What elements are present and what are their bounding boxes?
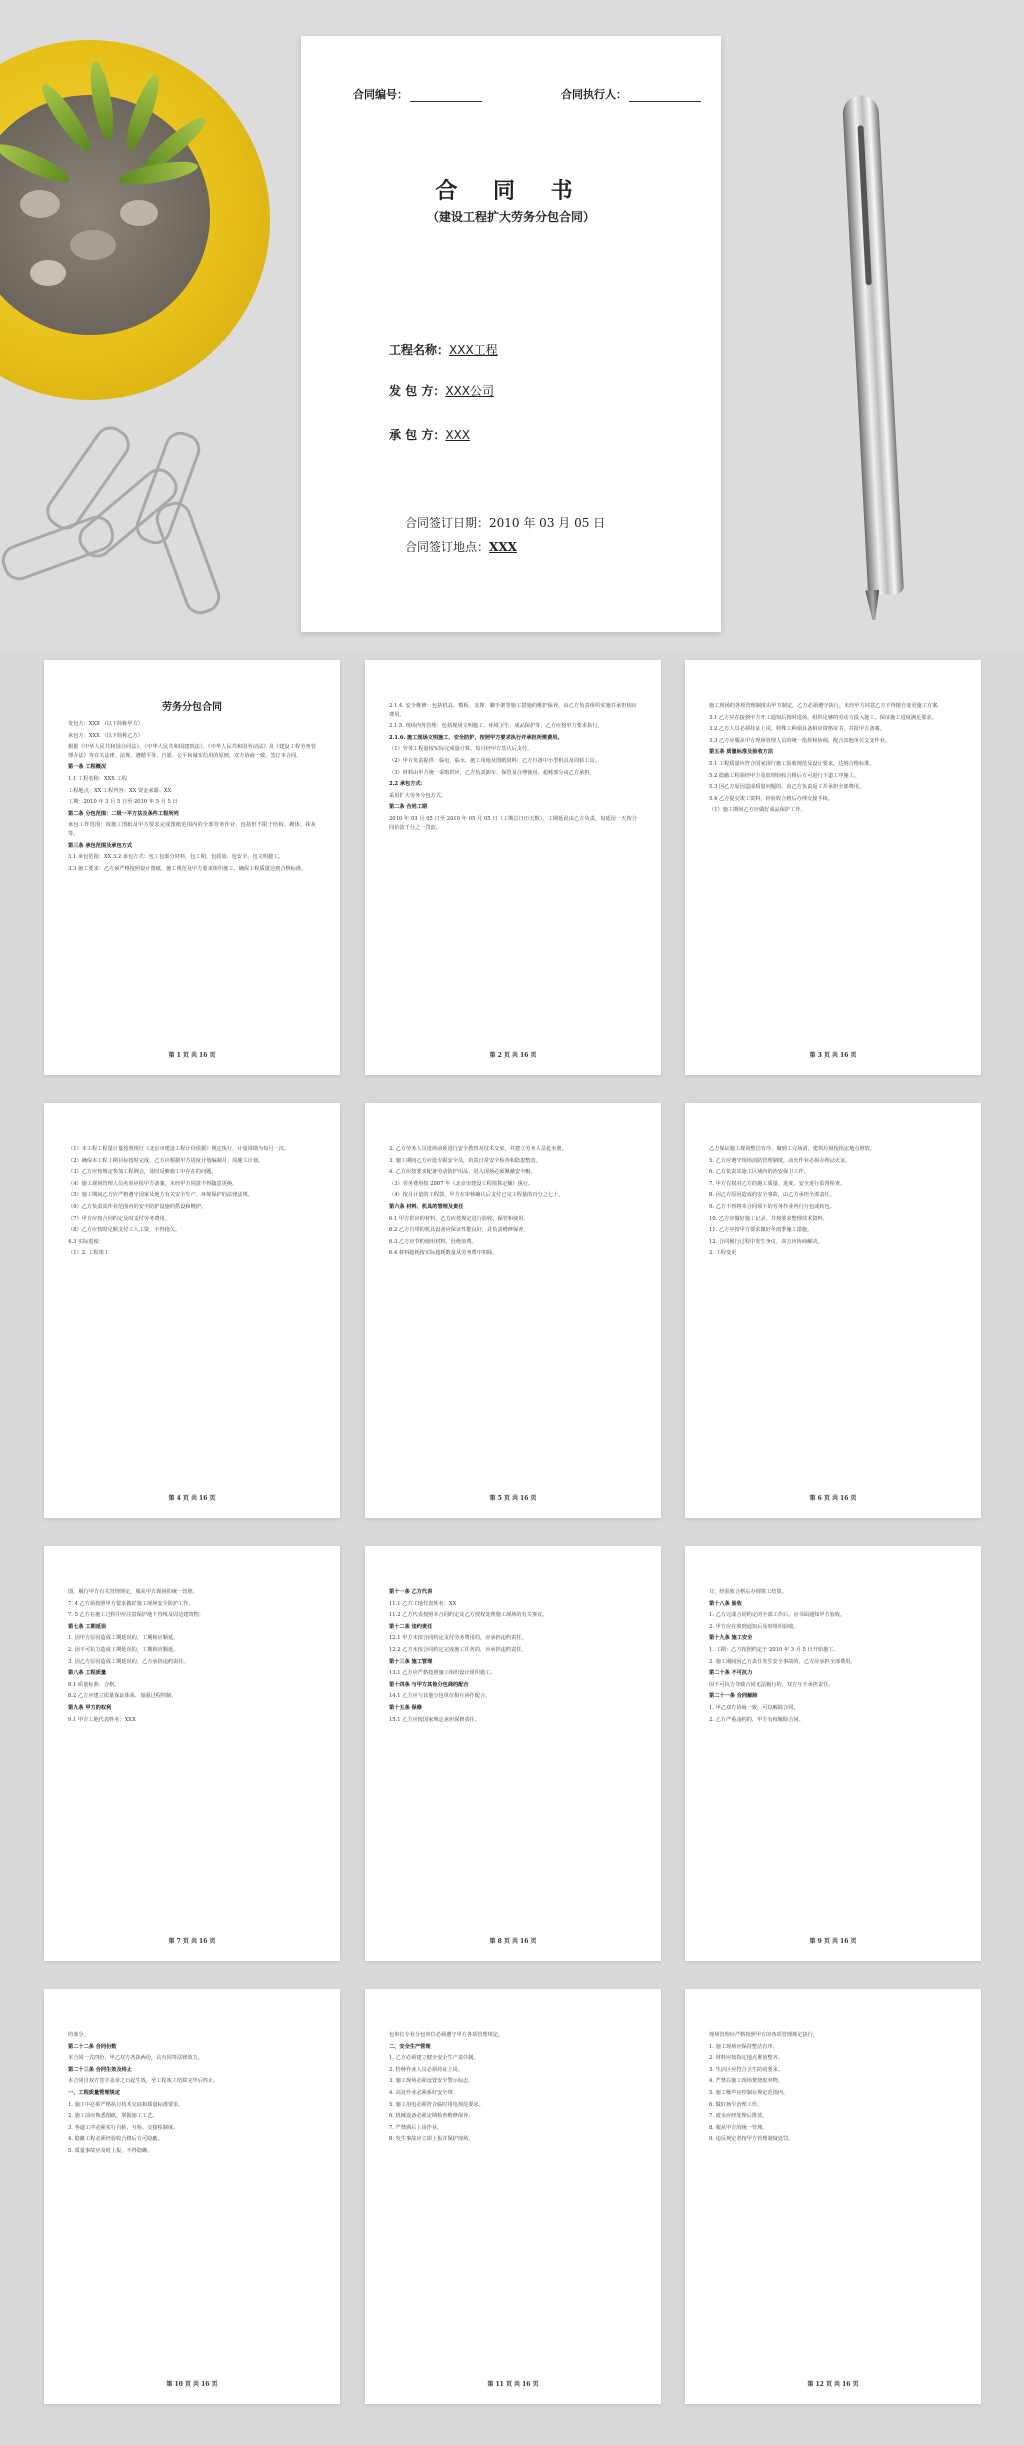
- paragraph: 6.1 甲方供应的材料，乙方应按规定进行验收、保管和使用。: [389, 1215, 529, 1222]
- section-heading: 二、安全生产管理: [389, 2043, 431, 2050]
- paragraph: 9. 乙方不得将本合同项下的劳务作业再行分包或转包。: [709, 1203, 835, 1210]
- page-body: [68, 1588, 316, 1927]
- contract-page: [44, 1546, 340, 1961]
- paragraph: 6.4 材料超耗按实际超耗数量从劳务费中扣除。: [389, 1250, 498, 1257]
- page-number: 第 7 页 共 16 页: [168, 1938, 216, 1945]
- paragraph: 2. 因不可抗力造成工期延误的，工期相应顺延。: [68, 1646, 179, 1653]
- paragraph: 包单位专业分包单位必须遵守甲方各项管理规定。: [389, 2032, 504, 2038]
- paragraph: 4.3 实际进度：: [68, 1238, 104, 1245]
- paragraph: 2. 施工前应熟悉图纸，掌握施工工艺。: [68, 2113, 158, 2120]
- section-heading: 第七条 工期延误: [68, 1623, 107, 1630]
- section-heading: 第一条 工程概况: [68, 764, 107, 771]
- page-body: [389, 1145, 637, 1484]
- paragraph: 3.1 乙方应在接到甲方开工通知后按时进场，组织足够的劳动力投入施工，保证施工进度满足要求。: [709, 714, 937, 721]
- paragraph: 施工现场的各项管理制度由甲方制定，乙方必须遵守执行。未经甲方同意乙方不得擅自变更施工方案。: [709, 703, 943, 709]
- paragraph: 2010 年 03 月 05 日至 2010 年 05 月 05 日（工期总日历天数）。工期延误由乙方负责，每延误一天按合同价款千分之一罚款。: [389, 815, 637, 831]
- section-heading: 第十五条 保修: [389, 1704, 422, 1711]
- paragraph: 2. 特种作业人员必须持证上岗。: [389, 2066, 464, 2073]
- paragraph: 2. 乙方严重违约的，甲方有权解除合同。: [709, 1716, 804, 1723]
- paragraph: 3. 施工期间乙方应设专职安全员，负责日常安全检查和隐患整改。: [389, 1157, 541, 1164]
- contract-page: [44, 660, 340, 1075]
- page-body: [389, 702, 637, 1041]
- paragraph: 5.4 乙方提交竣工资料，经验收合格后办理交接手续。: [709, 795, 834, 802]
- paragraph: （1）施工期间乙方应做好成品保护工作。: [709, 807, 806, 814]
- paragraph: 5.1 工程质量应符合国家现行施工验收规范及设计要求，达到合格标准。: [709, 760, 875, 767]
- contract-cover-page: [301, 36, 721, 632]
- page-number: 第 6 页 共 16 页: [809, 1495, 857, 1502]
- paragraph: 3. 生活区应符合卫生防疫要求。: [709, 2066, 784, 2073]
- sign-date-field: 合同签订日期：2010 年 03 月 05 日: [405, 516, 606, 530]
- paragraph: 本合同自双方签字盖章之日起生效，至工程竣工结算完毕后终止。: [68, 2078, 219, 2085]
- paragraph: 11. 乙方应按甲方要求做好冬雨季施工措施。: [709, 1227, 813, 1234]
- contract-page: [365, 1103, 661, 1518]
- paragraph: （3）劳务费用按 2007 年《北京市建设工程预算定额》执行。: [389, 1180, 534, 1187]
- page-body: [389, 1588, 637, 1927]
- stone-decoration: [30, 260, 66, 286]
- section-heading: 第二十一条 合同解除: [709, 1693, 758, 1700]
- paragraph: 8. 服从甲方的统一管理。: [709, 2124, 768, 2131]
- page-body: [709, 2031, 957, 2370]
- paragraph: 的部分。: [68, 2032, 89, 2038]
- paragraph: 6. 乙方负责其施工区域内的治安保卫工作。: [709, 1169, 809, 1176]
- paragraph: 10. 乙方应做好施工记录，并按要求整理技术资料。: [709, 1215, 828, 1222]
- paragraph: 承包工作范围：按施工图纸及甲方要求完成图纸范围内的全部劳务作业，包括但不限于结构、砌体、抹灰等。: [68, 822, 316, 837]
- paragraph: 工期：2010 年 3 月 5 日至 2010 年 5 月 5 日: [68, 799, 178, 806]
- paragraph: 8.1 质量标准：合格。: [68, 1681, 120, 1688]
- paragraph: 因不可抗力导致合同无法履行的，双方互不承担责任。: [709, 1681, 834, 1688]
- cover-title: 合 同 书: [435, 179, 587, 204]
- paragraph: 4. 严禁在施工现场焚烧废弃物。: [709, 2078, 784, 2085]
- sign-place-field: 合同签订地点：XXX: [405, 540, 517, 554]
- page-number: 第 5 页 共 16 页: [489, 1495, 537, 1502]
- section-heading: 第二十条 不可抗力: [709, 1670, 753, 1677]
- page-body: [68, 720, 316, 1041]
- paragraph: 采用扩大劳务分包方式。: [389, 792, 447, 799]
- paragraph: （4）按月计量的工程款，甲方在审核确认后支付已完工程量的百分之七十。: [389, 1192, 564, 1199]
- paragraph: （8）乙方应按时足额支付工人工资，不得拖欠。: [68, 1227, 181, 1234]
- paragraph: 1. 施工中必须严格执行技术交底和质量标准要求。: [68, 2101, 184, 2108]
- paragraph: 5.2 隐蔽工程须经甲方及监理验收合格后方可进行下道工序施工。: [709, 772, 859, 779]
- page-number: 第 10 页 共 16 页: [166, 2381, 218, 2388]
- cover-subtitle: （建设工程扩大劳务分包合同）: [426, 210, 595, 224]
- section-heading: 2.2 承包方式：: [389, 781, 426, 788]
- paragraph: 7. 4 乙方须按照甲方要求做好施工现场安全防护工作。: [68, 1600, 194, 1607]
- paragraph: 1. 施工现场应保持整洁有序。: [709, 2043, 778, 2050]
- paragraph: 乙方保证施工现场整洁有序，做到工完场清，建筑垃圾按指定地点堆放。: [709, 1146, 876, 1152]
- section-heading: 第九条 甲方的权利: [68, 1704, 112, 1711]
- paragraph: 8. 发生事故应立即上报并保护现场。: [389, 2136, 474, 2143]
- section-heading: 第十四条 与甲方其他分包商的配合: [389, 1681, 469, 1688]
- section-heading: 第十三条 施工管理: [389, 1658, 433, 1665]
- paragraph: 6. 做好扬尘治理工作。: [709, 2101, 763, 2108]
- section-heading: 2.1.6. 施工现场文明施工、安全防护，按照甲方要求执行并承担所需费用。: [389, 734, 563, 741]
- page-number: 第 2 页 共 16 页: [489, 1052, 537, 1059]
- paragraph: 1. 工期：乙方按照约定于 2010 年 3 月 5 日开始施工。: [709, 1646, 839, 1653]
- paragraph: 2. 材料应按指定地点堆放整齐。: [709, 2055, 784, 2062]
- paragraph: 2. 乙方劳务人员进场前须进行安全教育及技术交底，并建立劳务人员花名册。: [389, 1146, 567, 1152]
- paragraph: 4. 高处作业必须系好安全带。: [389, 2089, 458, 2096]
- pen-tip-decoration: [865, 590, 881, 621]
- paragraph: 1. 甲乙双方协商一致，可以解除合同。: [709, 1704, 799, 1711]
- contract-page: [685, 1103, 981, 1518]
- paragraph: 1.1 工程名称：XXX 工程: [68, 775, 127, 782]
- paragraph: 7. 废水应经处理后排放。: [709, 2113, 768, 2120]
- paragraph: 15.1 乙方应按国家规定承担保修责任。: [389, 1716, 481, 1723]
- page-body: [68, 2031, 316, 2370]
- paragraph: 12.2 乙方未按合同约定完成施工任务的，应承担违约责任。: [389, 1646, 527, 1653]
- contract-page: [365, 1989, 661, 2404]
- section-heading: 第五条 质量标准及验收方法: [709, 749, 774, 756]
- section-heading: 第十九条 施工安全: [709, 1635, 753, 1642]
- page-number: 第 8 页 共 16 页: [489, 1938, 537, 1945]
- page-number: 第 11 页 共 16 页: [487, 2381, 539, 2388]
- paragraph: 7. 5 乙方在施工过程中应注意保护地下管线及周边建筑物。: [68, 1612, 205, 1619]
- section-heading: 第八条 工程质量: [68, 1670, 107, 1677]
- section-heading: 第二条 分包范围：二级一平方法及条件工程所列: [68, 810, 179, 817]
- paragraph: 9.1 甲方工地代表姓名：XXX: [68, 1716, 136, 1723]
- page-body: [709, 702, 957, 1041]
- paragraph: （1）劳务工程量按实际完成量计算，每月经甲方签认后支付。: [389, 746, 533, 753]
- paragraph: 3.3 施工要求：乙方须严格按照设计图纸、施工规范及甲方要求组织施工，确保工程质量达到合格标准。: [68, 865, 307, 872]
- pen-decoration: [842, 94, 904, 595]
- paragraph: 3.2 乙方人员必须持证上岗，特殊工种须具备相应资格证书，并报甲方备案。: [709, 726, 885, 733]
- paragraph: 1. 乙方完成合同约定的全部工作后，应书面通知甲方验收。: [709, 1612, 846, 1619]
- section-heading: 第六条 材料、机具的管理及责任: [389, 1203, 464, 1210]
- paragraph: 12. 合同履行过程中发生争议，双方应协商解决。: [709, 1238, 823, 1245]
- paragraph: 2. 甲方应在收到通知后及时组织验收。: [709, 1623, 799, 1630]
- issuer-field: 发 包 方：XXX公司: [389, 384, 495, 398]
- paragraph: 4. 隐蔽工程必须经验收合格后方可隐蔽。: [68, 2136, 163, 2143]
- page-body: [389, 2031, 637, 2370]
- paragraph: 3.1 承包范围：XX 3.2 承包方式：包工包部分材料，包工期、包质量、包安全、包文明施工。: [68, 854, 284, 861]
- paragraph: （7）甲方应按合同约定及时支付劳务费用。: [68, 1215, 170, 1222]
- paragraph: 现场管理应严格按照甲方的各项管理规定执行。: [709, 2032, 818, 2038]
- paragraph: （4）施工现场管理人员名单应报甲方备案，未经甲方同意不得随意更换。: [68, 1180, 238, 1187]
- page-number: 第 9 页 共 16 页: [809, 1938, 857, 1945]
- paragraph: 13.1 乙方应严格按照施工组织设计组织施工。: [389, 1670, 496, 1677]
- paragraph: 1. 因甲方原因造成工期延误的，工期相应顺延。: [68, 1635, 179, 1642]
- paragraph: 11.1 乙方工地代表姓名：XX: [389, 1600, 457, 1607]
- section-heading: 第三条 承包范围及承包方式: [68, 842, 133, 849]
- paragraph: 2.1.5. 现场内外管理：包括现场文明施工、环境卫生、成品保护等，乙方应按甲方要求执行。: [389, 723, 603, 730]
- section-heading: 第二十二条 合同份数: [68, 2043, 117, 2050]
- paragraph: 5. 施工噪声应控制在规定范围内。: [709, 2089, 789, 2096]
- section-heading: 第十一条 乙方代表: [389, 1589, 433, 1595]
- page-body: [68, 1145, 316, 1484]
- paragraph: 3.3 乙方应服从甲方现场管理人员的统一指挥和协调，配合其他单位交叉作业。: [709, 737, 891, 744]
- paragraph: 4. 乙方应按要求配备劳动防护用品，进入现场必须佩戴安全帽。: [389, 1169, 536, 1176]
- page-body: [709, 1145, 957, 1484]
- paragraph: 图，履行甲方有关管理规定，服从甲方现场的统一管理。: [68, 1589, 198, 1595]
- paragraph: （6）乙方负责其作业范围内的安全防护设施的搭设和维护。: [68, 1203, 207, 1210]
- paragraph: （3）乙方应按规定参加工程例会，及时反映施工中存在的问题。: [68, 1169, 217, 1176]
- stone-decoration: [70, 230, 116, 260]
- paragraph: （3）材料由甲方统一采购供应，乙方负责卸车、保管及合理使用，超耗部分由乙方承担。: [389, 769, 595, 776]
- paragraph: 11.2 乙方代表按照本合同约定及乙方授权处理施工现场的有关事宜。: [389, 1612, 548, 1619]
- paragraph: （1）本工程工程量计量按照现行《北京市建设工程计价依据》规定执行，计量周期为每月一次。: [68, 1146, 290, 1152]
- page-number: 第 3 页 共 16 页: [809, 1052, 857, 1059]
- paperclip-icon: [151, 497, 225, 618]
- paragraph: 5. 质量事故应及时上报，不得隐瞒。: [68, 2147, 153, 2154]
- paragraph: 5.3 因乙方原因造成质量问题的，由乙方负责返工并承担全部费用。: [709, 784, 865, 791]
- paragraph: （2）确保本工程工期目标按时完成，乙方应根据甲方进度计划编制月、周施工计划。: [68, 1157, 264, 1164]
- paragraph: 日，经验收合格后办理竣工结算。: [709, 1589, 787, 1595]
- section-heading: 第十八条 验收: [709, 1600, 742, 1607]
- contract-page: [44, 1103, 340, 1518]
- paragraph: 6.3 乙方应节约使用材料，杜绝浪费。: [389, 1238, 477, 1245]
- section-heading: 第二十三条 合同生效及终止: [68, 2066, 133, 2073]
- section-heading: 第二条 合同工期: [389, 804, 428, 811]
- section-heading: 第十二条 违约责任: [389, 1623, 433, 1630]
- paragraph: 8.2 乙方应建立质量保证体系，加强过程控制。: [68, 1693, 177, 1700]
- paragraph: 发包方：XXX （以下简称甲方）: [68, 721, 143, 727]
- stone-decoration: [20, 190, 60, 218]
- paragraph: 6. 机械设备必须定期检查维修保养。: [389, 2113, 474, 2120]
- page-body: [709, 1588, 957, 1927]
- section-heading: 一、工程质量管理规定: [68, 2089, 120, 2096]
- page-number: 第 12 页 共 16 页: [807, 2381, 859, 2388]
- stone-decoration: [120, 200, 158, 226]
- paragraph: 本合同一式四份，甲乙双方各执两份，具有同等法律效力。: [68, 2055, 203, 2062]
- paragraph: 2.1.4. 安全维修：包括机具、模板、支撑、脚手架等施工措施的维护保养，由乙方负责组织实施并承担相应费用。: [389, 703, 637, 718]
- paragraph: 3. 施工现场必须设置安全警示标志。: [389, 2078, 474, 2085]
- paragraph: （5）施工期间乙方应严格遵守国家及地方有关安全生产、环境保护的法律法规。: [68, 1192, 253, 1199]
- paragraph: （2）甲方负责提供：临电、临水、施工用地及图纸资料；乙方自备中小型机具及周转工具。: [389, 757, 600, 764]
- paragraph: 7. 甲方有权对乙方的施工质量、进度、安全进行监督检查。: [709, 1180, 846, 1187]
- contract-page: [44, 1989, 340, 2404]
- paragraph: 2. 工程变更: [709, 1250, 737, 1257]
- page-number: 第 4 页 共 16 页: [168, 1495, 216, 1502]
- contract-page: [685, 660, 981, 1075]
- paragraph: 5. 乙方应遵守现场消防管理制度，动火作业必须办理动火证。: [709, 1157, 851, 1164]
- paragraph: （1）2. 工程竣工: [68, 1250, 110, 1257]
- paragraph: 2. 施工期间因乙方责任发生安全事故的，乙方应承担全部费用。: [709, 1658, 856, 1665]
- paragraph: 6.2 乙方自带的机具设备应保证性能良好，并负责维修保养。: [389, 1227, 529, 1234]
- contract-page: [685, 1989, 981, 2404]
- paragraph: 根据《中华人民共和国合同法》、《中华人民共和国建筑法》、《中华人民共和国劳动法》及《建设工程劳务管理办法》等有关法律、法规，遵循平等、自愿、公平和诚实信用的原则，双方协商一致，签订本合同。: [68, 744, 316, 759]
- project-name-field: 工程名称：XXX工程: [389, 343, 498, 357]
- paragraph: 1. 乙方必须建立健全安全生产责任制。: [389, 2055, 479, 2062]
- contract-page: [685, 1546, 981, 1961]
- contract-page: [365, 660, 661, 1075]
- contract-executor-field: 合同执行人：: [561, 86, 701, 102]
- paragraph: 工程地点：XX 工程内容：XX 资金来源：XX: [68, 787, 172, 794]
- contract-number-field: 合同编号：: [353, 86, 482, 102]
- paragraph: 3. 各道工序必须实行自检、互检、交接检制度。: [68, 2124, 179, 2131]
- paragraph: 承包方：XXX （以下简称乙方）: [68, 732, 143, 739]
- paragraph: 14.1 乙方应与其他分包单位相互协作配合。: [389, 1693, 491, 1700]
- paragraph: 3. 因乙方原因造成工期延误的，乙方承担违约责任。: [68, 1658, 189, 1665]
- page-title: 劳务分包合同: [162, 702, 222, 713]
- page-number: 第 1 页 共 16 页: [168, 1052, 216, 1059]
- paragraph: 12.1 甲方未按合同约定支付劳务费用的，应承担违约责任。: [389, 1635, 527, 1642]
- contract-page: [365, 1546, 661, 1961]
- paragraph: 8. 因乙方原因造成的安全事故，由乙方承担全部责任。: [709, 1192, 835, 1199]
- contractor-field: 承 包 方：XXX: [389, 428, 471, 442]
- paragraph: 9. 违反规定者按甲方管理制度处罚。: [709, 2136, 794, 2143]
- paragraph: 5. 施工用电必须符合临时用电规范要求。: [389, 2101, 484, 2108]
- paragraph: 7. 严禁酒后上岗作业。: [389, 2124, 443, 2131]
